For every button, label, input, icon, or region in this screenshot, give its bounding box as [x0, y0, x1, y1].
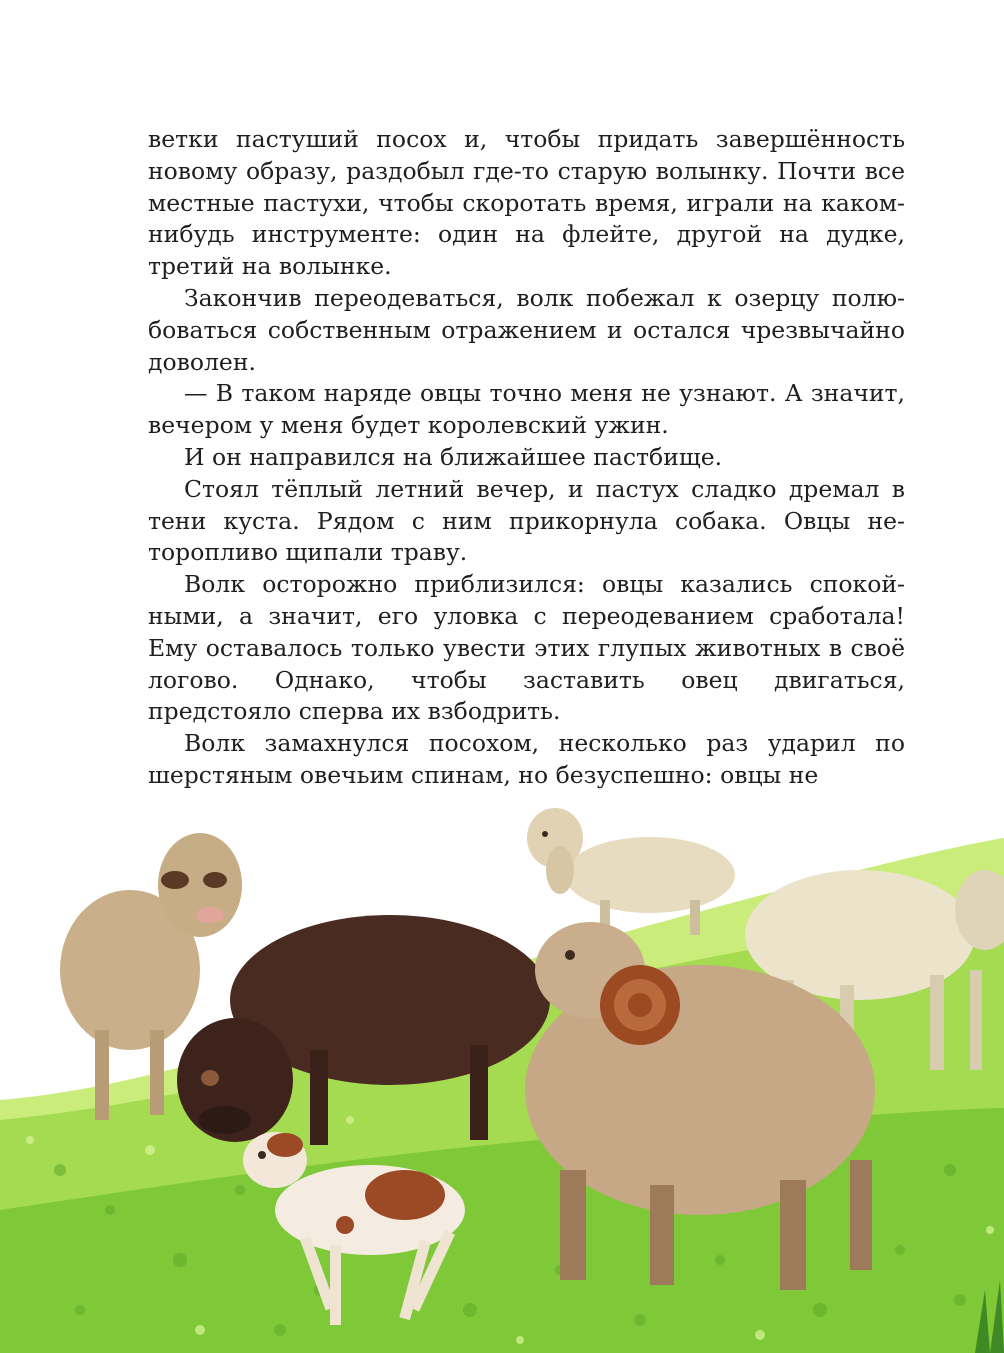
- paragraph: Волк осторожно приблизился: овцы казались спокойными, а значит, его уловка с переодеванием сработала! Ему оставалось только увести этих глупых животных в своё логово. Однако, чтобы заставить овец двигаться, предстояло сперва их взбодрить.: [148, 570, 905, 726]
- paragraph: Закончив переодеваться, волк побежал к озерцу полюбоваться собственным отражением и остался чрезвычайно доволен.: [148, 283, 905, 376]
- paragraph: — В таком наряде овцы точно меня не узнают. А значит, вечером у меня будет королевский ужин.: [148, 379, 905, 440]
- sheep-pasture-illustration: [0, 790, 1004, 1353]
- paragraph: И он направился на ближайшее пастбище.: [184, 442, 723, 471]
- paragraph: Стоял тёплый летний вечер, и пастух сладко дремал в тени куста. Рядом с ним прикорнула собака. Овцы неторопливо щипали траву.: [148, 474, 905, 567]
- story-text: [148, 124, 905, 792]
- paragraph: Волк замахнулся посохом, несколько раз ударил по шерстяным овечьим спинам, но безуспешно: овцы не: [148, 729, 905, 789]
- paragraph: ветки пастуший посох и, чтобы придать завершённость новому образу, раздобыл где-то старую волынку. Почти все местные пастухи, чтобы скоротать время, играли на каком-нибудь инструменте: один на флейте, другой на дудке, третий на волынке.: [148, 125, 905, 281]
